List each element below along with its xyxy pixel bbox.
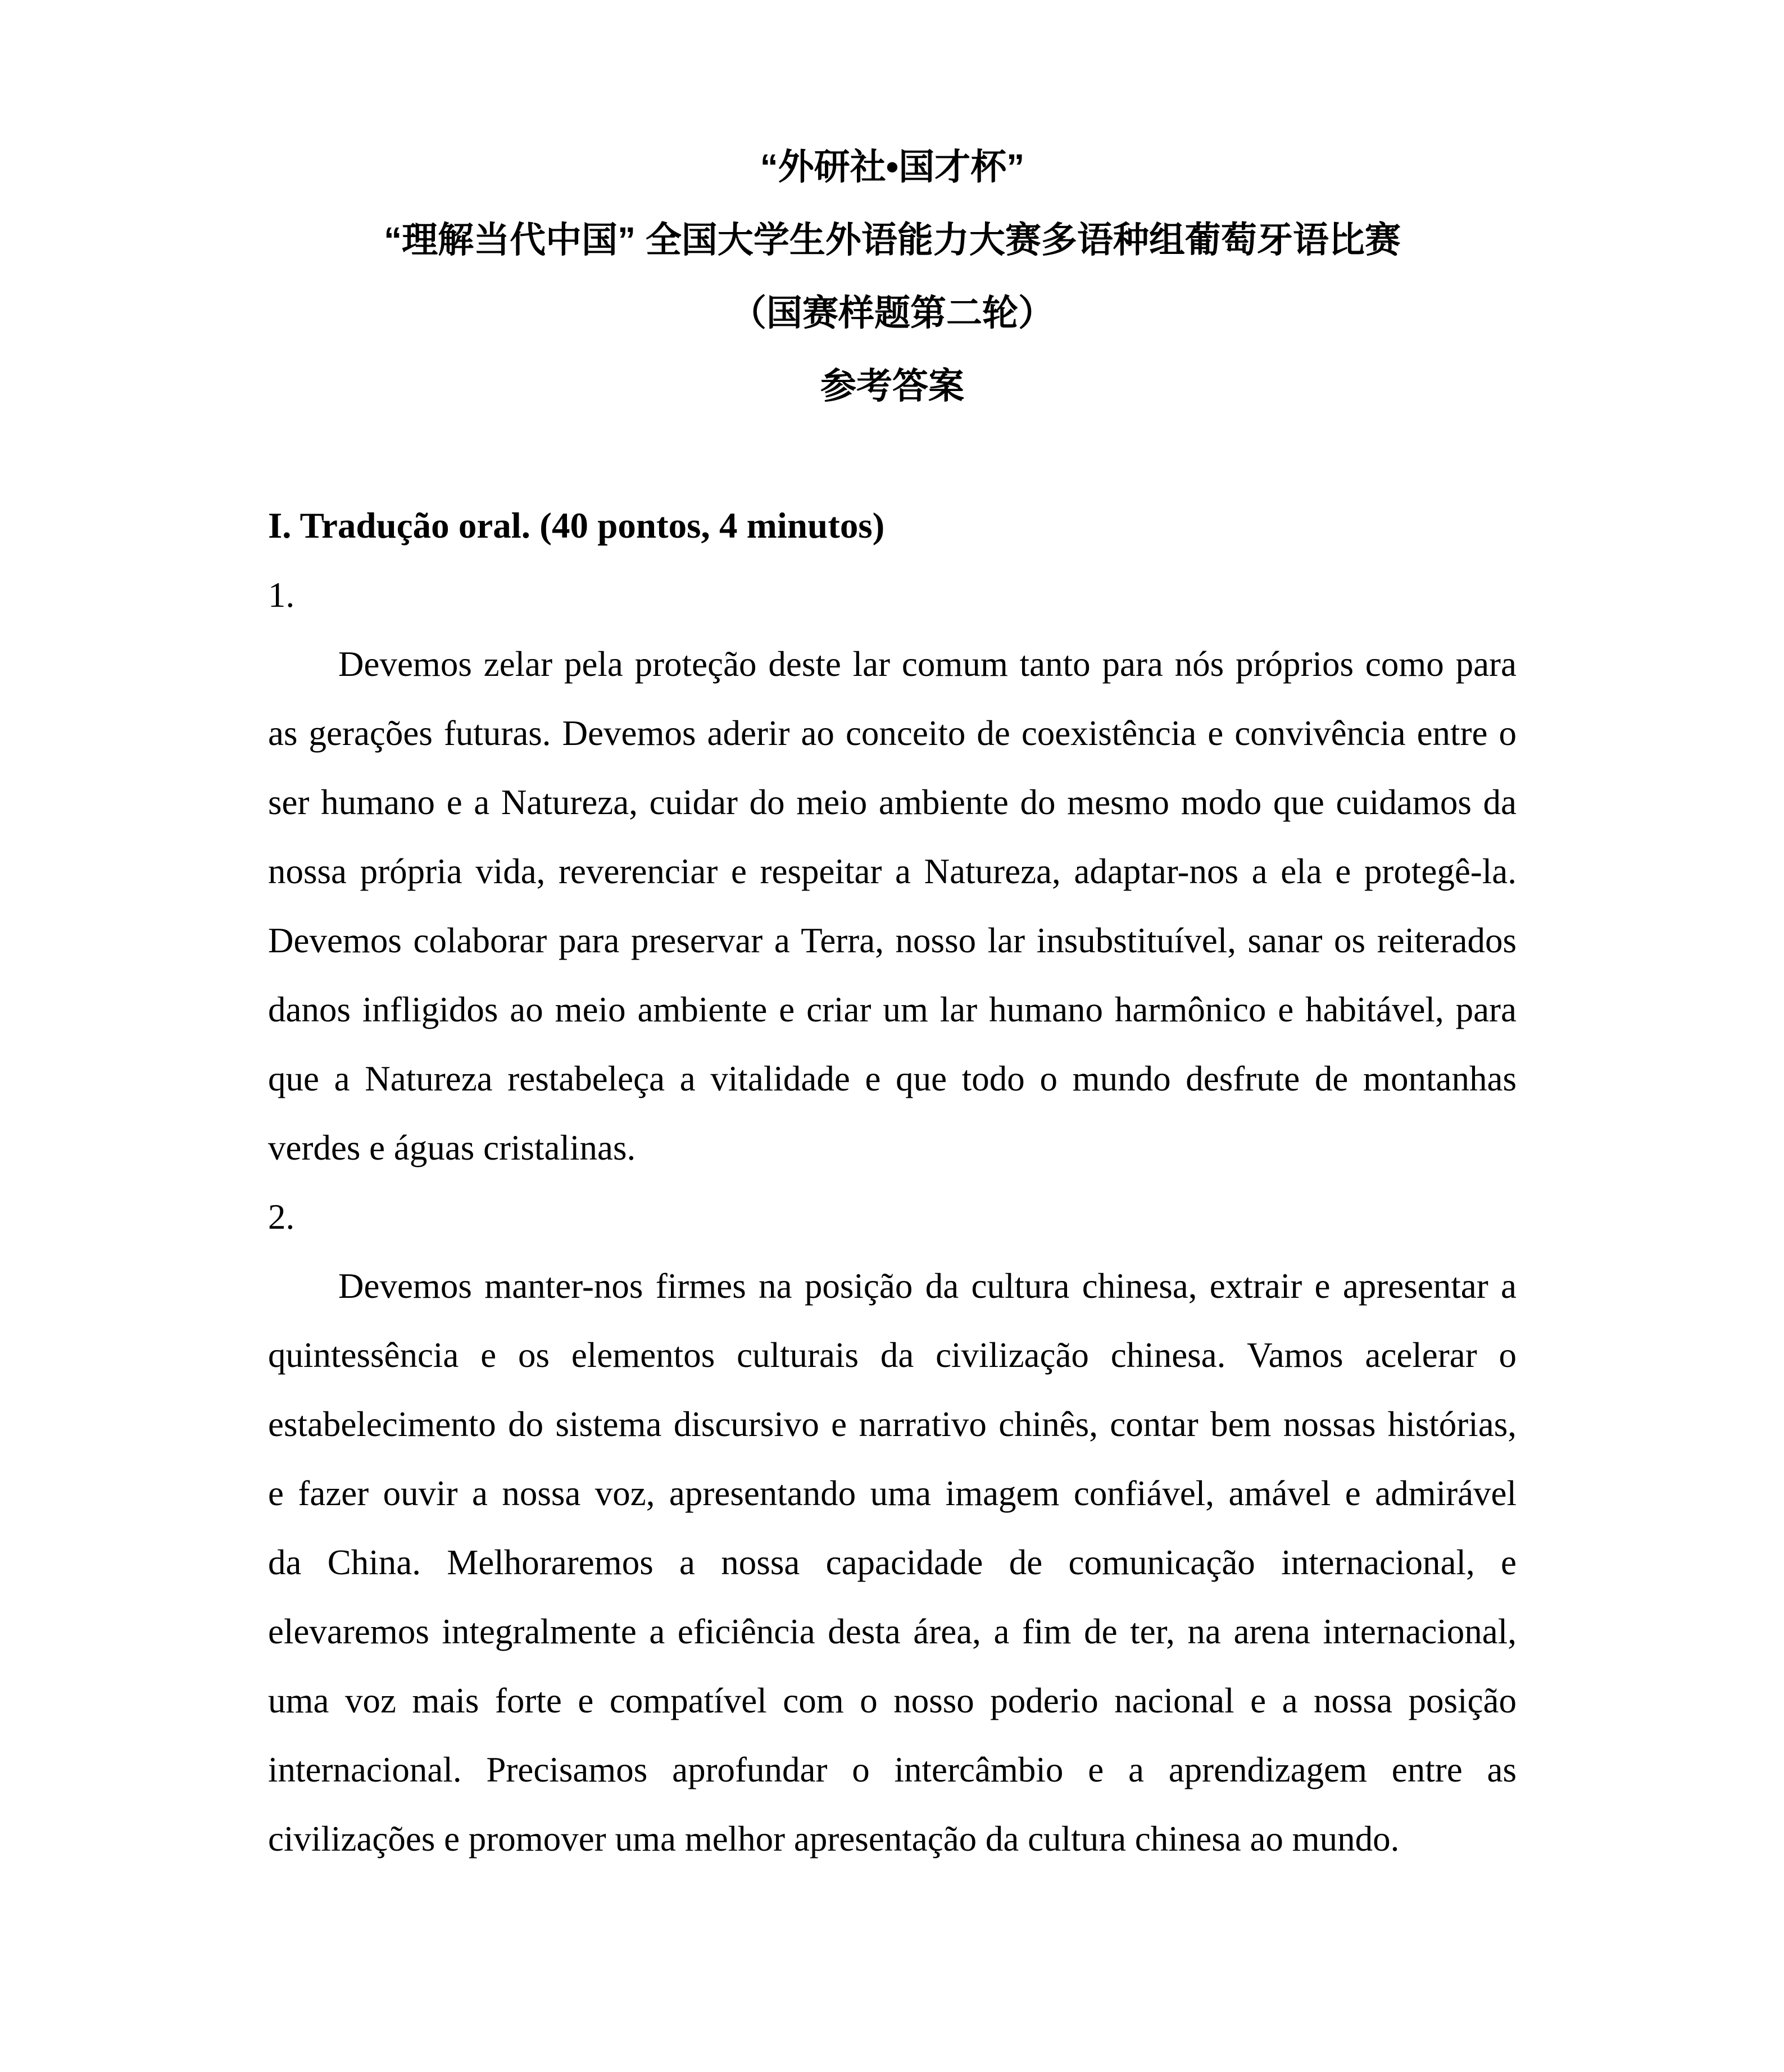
paragraph-line: nossa própria vida, reverenciar e respeitar a Natureza, adaptar-nos a ela e protegê-la. [268,852,1517,891]
doc-title-line-1: “外研社•国才杯” [760,147,1025,187]
paragraph-line: e fazer ouvir a nossa voz, apresentando uma imagem confiável, amável e admirável [268,1474,1517,1513]
paragraph-line: as gerações futuras. Devemos aderir ao conceito de coexistência e convivência entre o [268,714,1517,753]
paragraph-line: quintessência e os elementos culturais da civilização chinesa. Vamos acelerar o [268,1335,1517,1375]
paragraph-line: danos infligidos ao meio ambiente e criar um lar humano harmônico e habitável, para [268,990,1517,1029]
paragraph-line: que a Natureza restabeleça a vitalidade e que todo o mundo desfrute de montanhas [268,1059,1517,1098]
paragraph-line: estabelecimento do sistema discursivo e narrativo chinês, contar bem nossas histórias, [268,1405,1517,1444]
paragraph-line: ser humano e a Natureza, cuidar do meio ambiente do mesmo modo que cuidamos da [268,783,1517,822]
paragraph-line: Devemos zelar pela proteção deste lar comum tanto para nós próprios como para [338,644,1517,684]
doc-title-line-3: （国赛样题第二轮） [730,293,1054,333]
paragraph-line: internacional. Precisamos aprofundar o intercâmbio e a aprendizagem entre as [268,1750,1517,1789]
answer-item-2 [268,1183,1517,1874]
paragraph-line: Devemos colaborar para preservar a Terra, nosso lar insubstituível, sanar os reiterados [268,921,1517,960]
document-title-block [268,130,1517,422]
paragraph-line: elevaremos integralmente a eficiência desta área, a fim de ter, na arena internacional, [268,1612,1517,1651]
item-number: 1. [268,575,295,615]
paragraph [268,1252,1517,1874]
paragraph-line: Devemos manter-nos firmes na posição da cultura chinesa, extrair e apresentar a [338,1266,1517,1306]
doc-title-line-2: “理解当代中国” 全国大学生外语能力大赛多语种组葡萄牙语比赛 [384,220,1401,260]
answer-item-1 [268,561,1517,1183]
doc-title-line-4: 参考答案 [820,366,964,406]
paragraph-line: verdes e águas cristalinas. [268,1128,636,1167]
item-number: 2. [268,1197,295,1237]
paragraph-line: civilizações e promover uma melhor apresentação da cultura chinesa ao mundo. [268,1819,1400,1859]
paragraph-line: uma voz mais forte e compatível com o nosso poderio nacional e a nossa posição [268,1681,1517,1720]
paragraph [268,630,1517,1183]
paragraph-line: da China. Melhoraremos a nossa capacidade de comunicação internacional, e [268,1543,1517,1582]
section-heading: I. Tradução oral. (40 pontos, 4 minutos) [268,506,885,546]
